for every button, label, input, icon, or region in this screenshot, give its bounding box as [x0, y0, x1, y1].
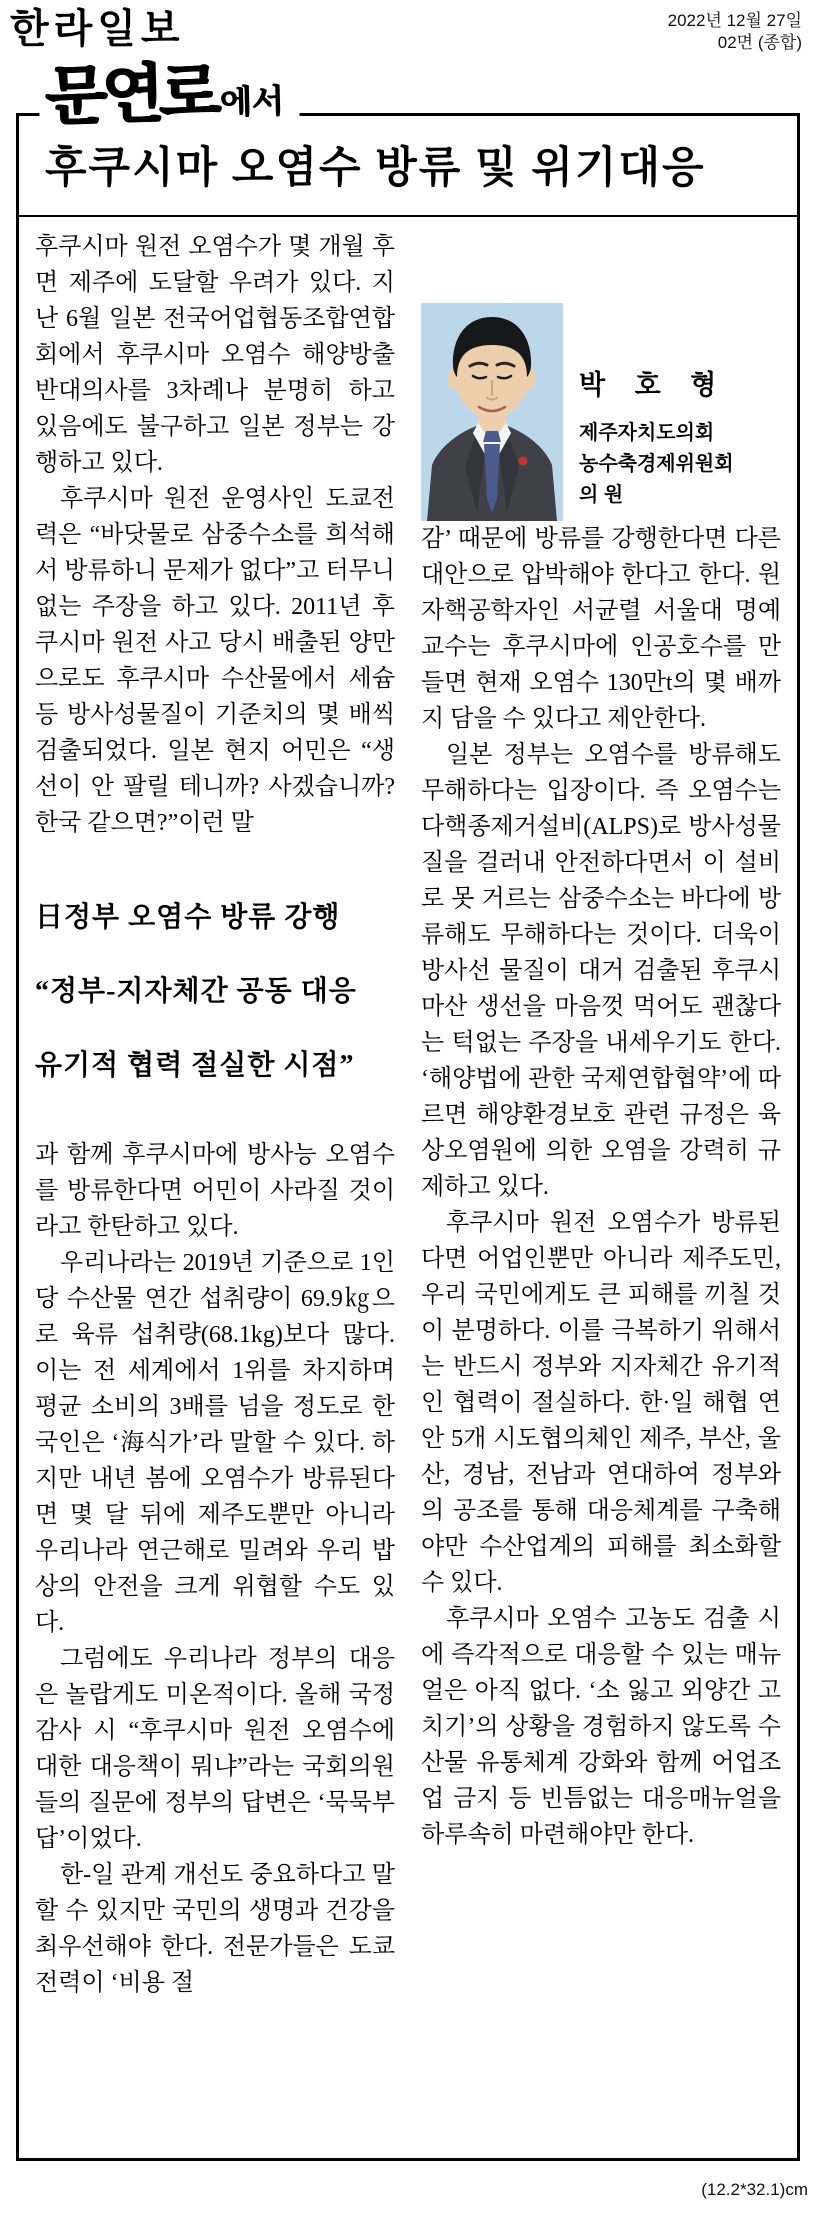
article-headline: 후쿠시마 오염수 방류 및 위기대응 [45, 145, 706, 192]
body-paragraph: 후쿠시마 원전 오염수가 방류된다면 어업인뿐만 아니라 제주도민, 우리 국민에게도 큰 피해를 끼칠 것이 분명하다. 이를 극복하기 위해서는 반드시 정부와 지자체간 유기적인 협력이 절실하다. 한·일 해협 연안 5개 시도협의체인 제주, 부산, 울산, 경남, 전남과 연대하여 정부와의 공조를 통해 대응체계를 구축해야만 수산업계의 피해를 최소화할 수 있다. [421, 1210, 781, 1597]
article-subhead [35, 881, 395, 1103]
body-paragraph: 그럼에도 우리나라 정부의 대응은 놀랍게도 미온적이다. 올해 국정감사 시 “후쿠시마 원전 오염수에 대한 대응책이 뭐냐”라는 국회의원들의 질문에 정부의 답변은 ‘묵묵부답’이었다. [35, 1646, 395, 1853]
body-paragraph: 과 함께 후쿠시마에 방사능 오염수를 방류한다면 어민이 사라질 것이라고 한탄하고 있다. [35, 1142, 395, 1241]
article-box [16, 56, 800, 2161]
author-name: 박 호 형 [579, 370, 728, 401]
page-number: 02면 (종합) [717, 33, 802, 52]
article-columns [35, 217, 781, 2001]
body-paragraph: 후쿠시마 원전 운영사인 도쿄전력은 “바닷물로 삼중수소를 희석해서 방류하니 문제가 없다”고 터무니없는 주장을 하고 있다. 2011년 후쿠시마 원전 사고 당시 배출된 양만으로도 후쿠시마 수산물에서 세슘 등 방사성물질이 기준치의 몇 배씩 검출되었다. 일본 현지 어민은 “생선이 안 팔릴 테니까? 사겠습니까? 한국 같으면?”이런 말 [35, 486, 395, 837]
body-paragraph: 감’ 때문에 방류를 강행한다면 다른 대안으로 압박해야 한다고 한다. 원자핵공학자인 서균렬 서울대 명예교수는 후쿠시마에 인공호수를 만들면 현재 오염수 130만t의 몇 배까지 담을 수 있다고 제안한다. [421, 526, 781, 733]
author-affiliation [579, 418, 734, 511]
author-affiliation-line: 의 원 [579, 484, 624, 507]
author-affiliation-line: 농수축경제위원회 [579, 453, 734, 476]
clipping-size-note: (12.2*32.1)cm [701, 2180, 808, 2199]
publication-date: 2022년 12월 27일 [667, 11, 802, 30]
author-meta [579, 303, 734, 521]
body-paragraph: 한-일 관계 개선도 중요하다고 말할 수 있지만 국민의 생명과 건강을 최우선해야 한다. 전문가들은 도쿄전력이 ‘비용 절 [35, 1862, 395, 1997]
author-affiliation-line: 제주자치도의회 [579, 422, 715, 445]
masthead [0, 0, 816, 54]
publication-info [668, 8, 802, 54]
left-column [35, 229, 395, 2001]
right-column [421, 229, 781, 2001]
column-logo-main: 문연로 [44, 56, 217, 133]
body-paragraph: 후쿠시마 원전 오염수가 몇 개월 후면 제주에 도달할 우려가 있다. 지난 6월 일본 전국어업협동조합연합회에서 후쿠시마 오염수 해양방출 반대의사를 3차례나 분명히 하고 있음에도 불구하고 일본 정부는 강행하고 있다. [35, 234, 395, 477]
body-paragraph: 우리나라는 2019년 기준으로 1인당 수산물 연간 섭취량이 69.9㎏으로 육류 섭취량(68.1kg)보다 많다. 이는 전 세계에서 1위를 차지하며 평균 소비의 3배를 넘을 정도로 한국인은 ‘海식가’라 말할 수 있다. 하지만 내년 봄에 오염수가 방류된다면 몇 달 뒤에 제주도뿐만 아니라 우리나라 연근해로 밀려와 우리 밥상의 안전을 크게 위협할 수도 있다. [35, 1250, 395, 1637]
subhead-line: 日정부 오염수 방류 강행 [35, 902, 341, 934]
body-paragraph: 후쿠시마 오염수 고농도 검출 시에 즉각적으로 대응할 수 있는 매뉴얼은 아직 없다. ‘소 잃고 외양간 고치기’의 상황을 경험하지 않도록 수산물 유통체계 강화와 함께 어업조업 금지 등 빈틈없는 대응매뉴얼을 하루속히 마련해야만 한다. [421, 1606, 781, 1849]
portrait-tie-knot [483, 431, 501, 442]
body-paragraph: 일본 정부는 오염수를 방류해도 무해하다는 입장이다. 즉 오염수는 다핵종제거설비(ALPS)로 방사성물질을 걸러내 안전하다면서 이 설비로 못 거르는 삼중수소는 바다에 방류해도 무해하다는 것이다. 더욱이 방사선 물질이 대거 검출된 후쿠시마산 생선을 마음껏 먹어도 괜찮다는 턱없는 주장을 내세우기도 한다. ‘해양법에 관한 국제연합협약’에 따르면 해양환경보호 관련 규정은 육상오염원에 의한 오염을 강력히 규제하고 있다. [421, 742, 781, 1201]
subhead-line: “정부-지자체간 공동 대응 [35, 976, 357, 1008]
column-logo-suffix: 에서 [219, 84, 284, 122]
author-block [421, 303, 781, 521]
portrait-lapel-pin [519, 457, 528, 466]
newspaper-brand: 한라일보 [10, 7, 185, 51]
column-logo-calligraphy [38, 56, 300, 133]
author-portrait-image [421, 303, 563, 521]
subhead-line: 유기적 협력 절실한 시점” [35, 1050, 355, 1082]
